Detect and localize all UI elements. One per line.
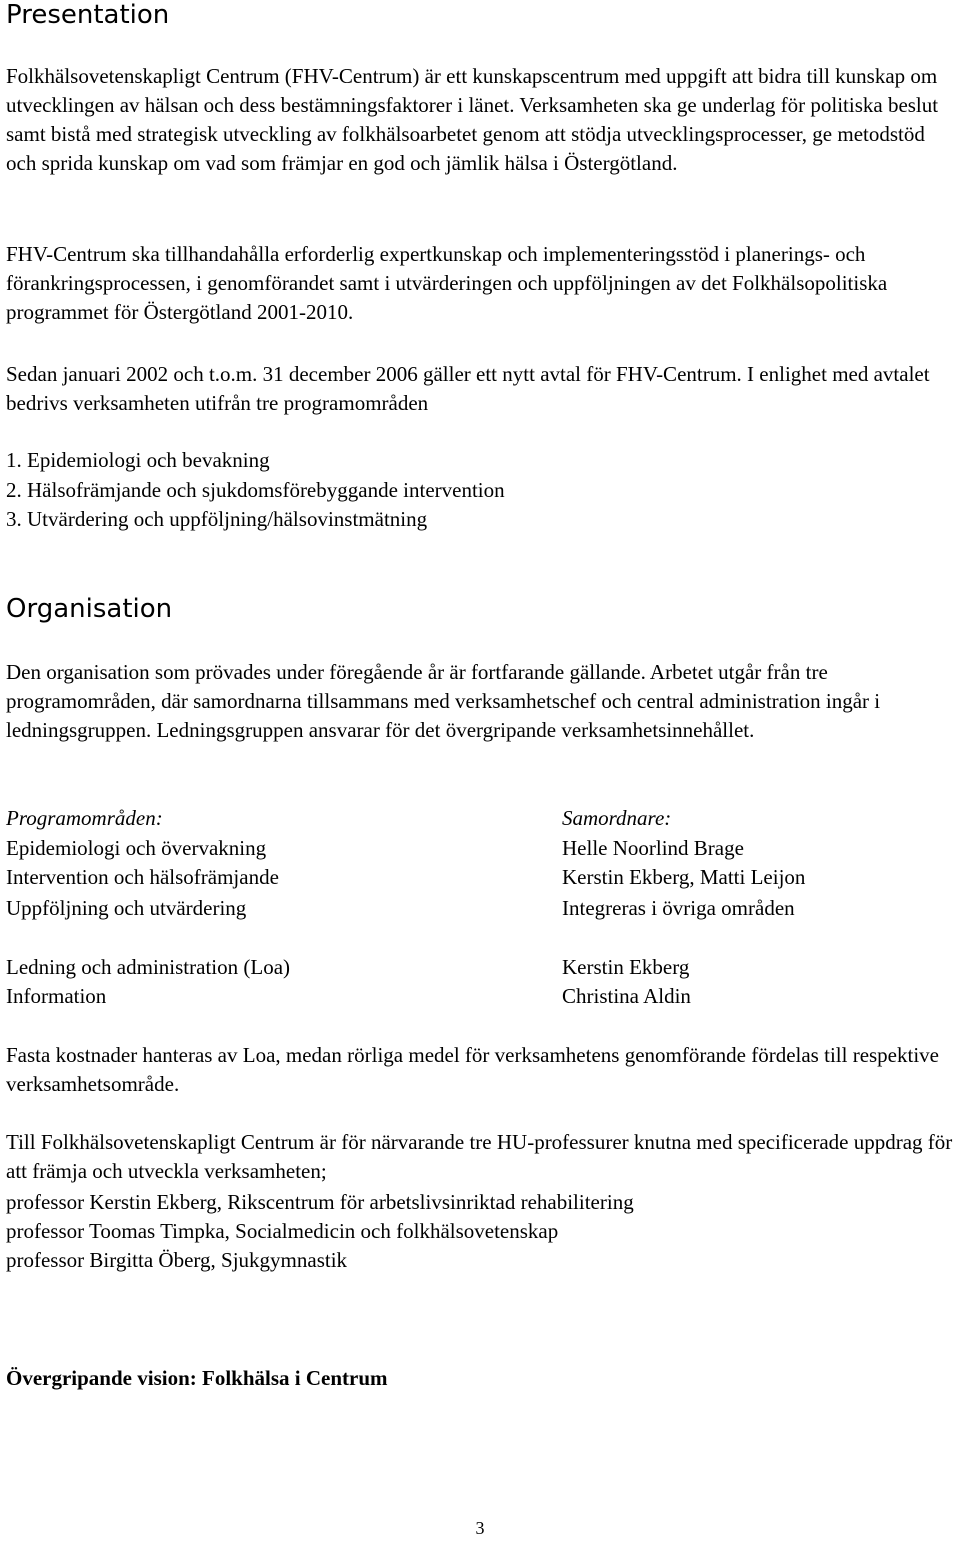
page-number: 3 bbox=[475, 1518, 485, 1538]
professor-line-3: professor Birgitta Öberg, Sjukgymnastik bbox=[6, 1248, 348, 1272]
presentation-heading: Presentation bbox=[6, 0, 170, 30]
professor-line-2: professor Toomas Timpka, Socialmedicin och folkhälsovetenskap bbox=[6, 1219, 559, 1243]
program-area-3: Uppföljning och utvärdering bbox=[6, 896, 247, 920]
organisation-heading: Organisation bbox=[6, 594, 173, 624]
program-list-item-2: 2. Hälsofrämjande och sjukdomsförebyggande intervention bbox=[6, 478, 505, 502]
vision-statement: Övergripande vision: Folkhälsa i Centrum bbox=[6, 1366, 388, 1390]
organisation-paragraph-3: Till Folkhälsovetenskapligt Centrum är för närvarande tre HU-professurer knutna med specificerade uppdrag för att främja och utveckla verksamheten; bbox=[6, 1130, 953, 1183]
organisation-paragraph-2: Fasta kostnader hanteras av Loa, medan rörliga medel för verksamhetens genomförande fördelas till respektive verksamhetsområde. bbox=[6, 1043, 939, 1096]
programomraden-header: Programområden: bbox=[6, 806, 163, 830]
coordinator-2: Kerstin Ekberg, Matti Leijon bbox=[562, 865, 806, 889]
coordinator-4: Kerstin Ekberg bbox=[562, 955, 690, 979]
presentation-paragraph-2: FHV-Centrum ska tillhandahålla erforderlig expertkunskap och implementeringsstöd i planerings- och förankringsprocessen, i genomförandet samt i utvärderingen och uppföljningen av det Folkhälsopolitiska programmet för Östergötland 2001-2010. bbox=[6, 242, 888, 324]
organisation-paragraph-1: Den organisation som prövades under föregående år är fortfarande gällande. Arbetet utgår från tre programområden, där samordnarna tillsammans med verksamhetschef och central administration ingår i ledningsgruppen. Ledningsgruppen ansvarar för det övergripande verksamhetsinnehållet. bbox=[6, 660, 881, 742]
program-area-5: Information bbox=[6, 984, 107, 1008]
program-area-1: Epidemiologi och övervakning bbox=[6, 836, 267, 860]
professor-line-1: professor Kerstin Ekberg, Rikscentrum för arbetslivsinriktad rehabilitering bbox=[6, 1190, 634, 1214]
program-area-4: Ledning och administration (Loa) bbox=[6, 955, 291, 979]
presentation-paragraph-1: Folkhälsovetenskapligt Centrum (FHV-Centrum) är ett kunskapscentrum med uppgift att bidra till kunskap om utvecklingen av hälsan och dess bestämningsfaktorer i länet. Verksamheten ska ge underlag för politiska beslut samt bistå med strategisk utveckling av folkhälsoarbetet genom att stödja utvecklingsprocesser, ge metodstöd och sprida kunskap om vad som främjar en god och jämlik hälsa i Östergötland. bbox=[6, 64, 939, 175]
samordnare-header: Samordnare: bbox=[562, 806, 672, 830]
program-area-2: Intervention och hälsofrämjande bbox=[6, 865, 279, 889]
program-list-item-1: 1. Epidemiologi och bevakning bbox=[6, 448, 270, 472]
program-list-item-3: 3. Utvärdering och uppföljning/hälsovinstmätning bbox=[6, 507, 428, 531]
coordinator-5: Christina Aldin bbox=[562, 984, 691, 1008]
coordinator-3: Integreras i övriga områden bbox=[562, 896, 795, 920]
presentation-paragraph-3: Sedan januari 2002 och t.o.m. 31 december 2006 gäller ett nytt avtal för FHV-Centrum. I enlighet med avtalet bedrivs verksamheten utifrån tre programområden bbox=[6, 362, 930, 415]
coordinator-1: Helle Noorlind Brage bbox=[562, 836, 744, 860]
